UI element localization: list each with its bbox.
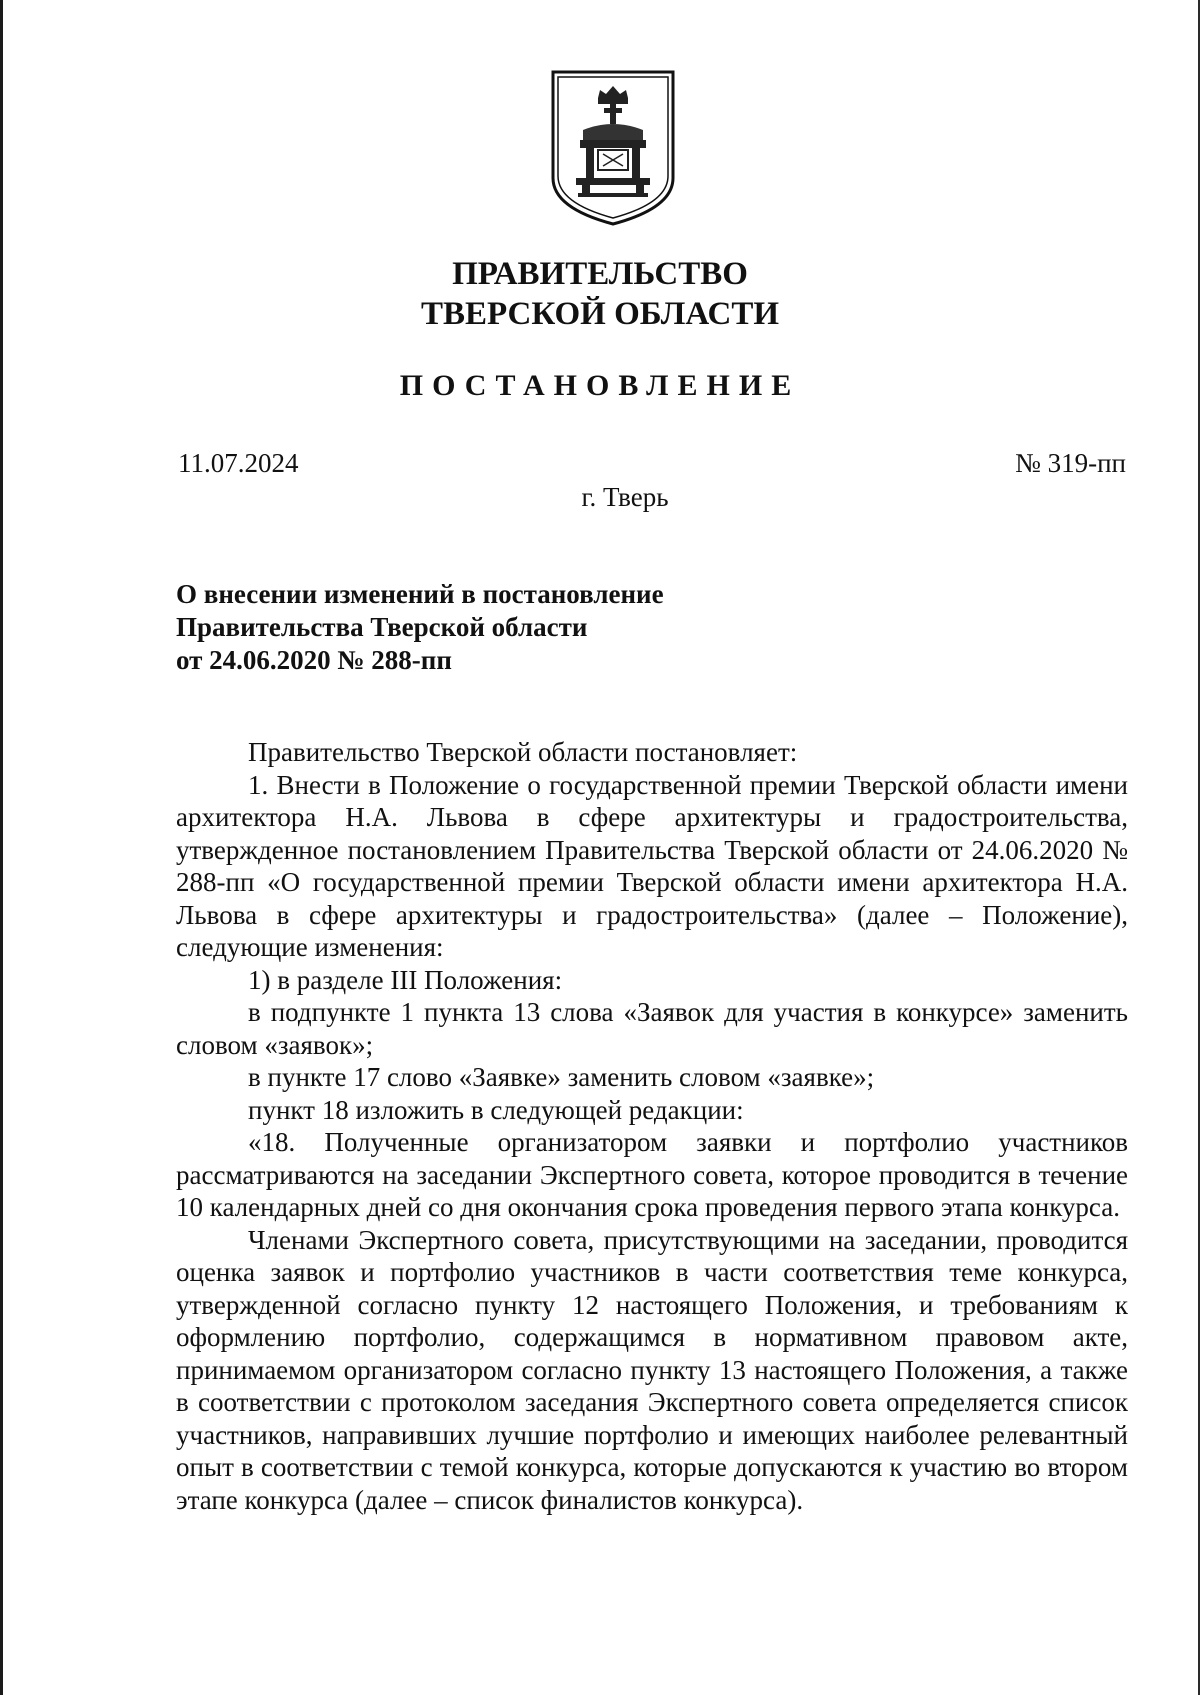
document-number: № 319-пп [1015,448,1126,478]
document-type: ПОСТАНОВЛЕНИЕ [399,369,801,402]
body-paragraph: «18. Полученные организатором заявки и портфолио участников рассматриваются на заседании Экспертного совета, которое проводится в течение 10 календарных дней со дня окончания срока проведения первого этапа конкурса. [176,1127,1128,1222]
document-date: 11.07.2024 [178,448,299,478]
tver-coat-of-arms-icon [548,68,678,228]
body-paragraph: в пункте 17 слово «Заявке» заменить словом «заявке»; [248,1062,875,1092]
body-paragraph: 1) в разделе III Положения: [248,964,563,995]
body-paragraph: 1. Внести в Положение о государственной премии Тверской области имени архитектора Н.А. Львова в сфере архитектуры и градостроительства, утвержденное постановлением Правительства Тверской области от 24.06.2020 № 288-пп «О государственной премии Тверской области имени архитектора Н.А. Львова в сфере архитектуры и градостроительства» (далее – Положение), следующие изменения: [176,769,1128,962]
subject-line-3: от 24.06.2020 № 288-пп [176,645,452,675]
body-paragraph: Членами Экспертного совета, присутствующими на заседании, проводится оценка заявок и портфолио участников в части соответствия теме конкурса, утвержденной согласно пункту 12 настоящего Положения, и требованиям к оформлению портфолио, содержащимся в нормативном правовом акте, принимаемом организатором согласно пункту 13 настоящего Положения, а также в соответствии с протоколом заседания Экспертного совета определяется список участников, направивших лучшие портфолио и имеющих наиболее релевантный опыт в соответствии с темой конкурса, которые допускаются к участию во втором этапе конкурса (далее – список финалистов конкурса). [176,1224,1128,1515]
body-paragraph: Правительство Тверской области постановляет: [248,737,798,767]
authority-line-2: ТВЕРСКОЙ ОБЛАСТИ [420,296,780,332]
body-paragraph: в подпункте 1 пункта 13 слова «Заявок для участия в конкурсе» заменить словом «заявок»; [176,997,1128,1060]
subject-line-2: Правительства Тверской области [176,612,588,642]
authority-line-1: ПРАВИТЕЛЬСТВО [452,256,748,292]
document-body [176,736,1128,1516]
document-city: г. Тверь [581,482,669,512]
body-paragraph: пункт 18 изложить в следующей редакции: [248,1094,744,1125]
document-subject [176,578,664,677]
subject-line-1: О внесении изменений в постановление [176,579,664,609]
issuing-authority [0,254,1200,334]
